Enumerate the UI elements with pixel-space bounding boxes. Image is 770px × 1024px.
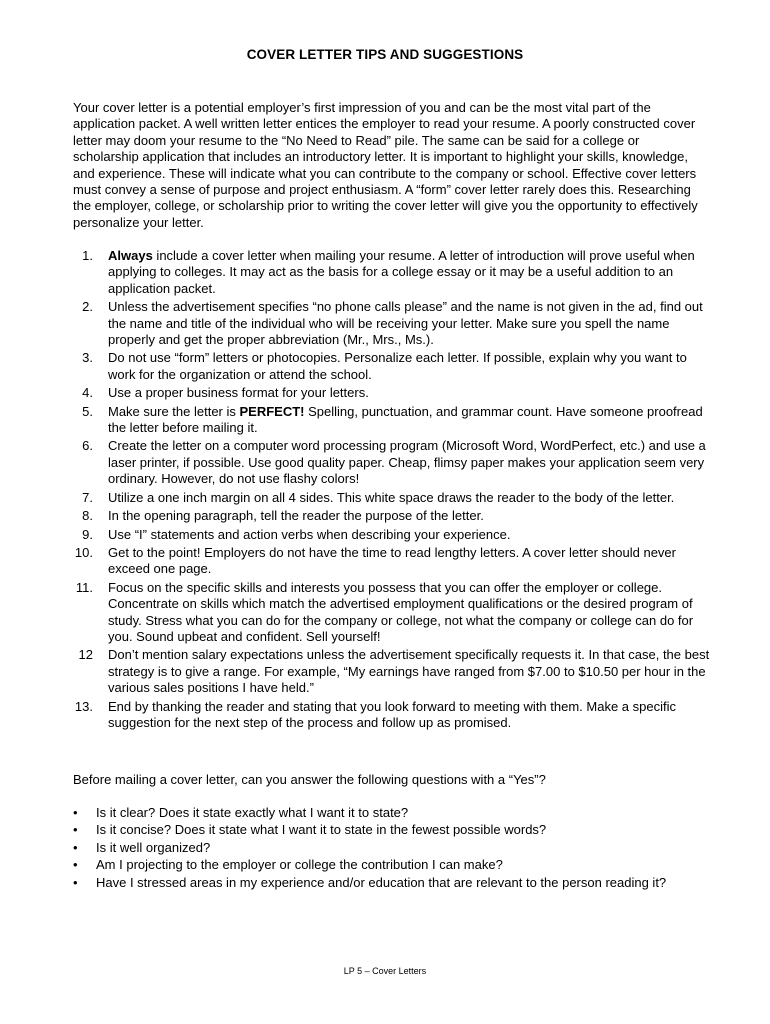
tip-item — [63, 527, 713, 543]
tip-item — [63, 490, 713, 506]
question-text: Am I projecting to the employer or college the contribution I can make? — [96, 857, 503, 873]
question-text: Have I stressed areas in my experience and/or education that are relevant to the person reading it? — [96, 874, 667, 890]
tip-item — [63, 699, 713, 732]
tip-number: 2. — [82, 299, 93, 315]
tip-item — [63, 385, 713, 401]
tip-bold: Always — [108, 248, 153, 263]
page-footer: LP 5 – Cover Letters — [343, 966, 427, 976]
page-title: COVER LETTER TIPS AND SUGGESTIONS — [246, 47, 524, 62]
tip-number: 6. — [82, 438, 93, 454]
tip-text: Create the letter on a computer word processing program (Microsoft Word, WordPerfect, etc.) and use a laser printer, if possible. Use good quality paper. Cheap, flimsy paper makes your application seem very ordinary. However, do not use flashy colors! — [108, 438, 706, 487]
tip-number: 10. — [74, 544, 93, 560]
tip-text: Use “I” statements and action verbs when describing your experience. — [108, 526, 511, 542]
tip-number: 13. — [74, 698, 93, 714]
questions-list — [73, 805, 703, 892]
tip-number: 1. — [82, 248, 93, 263]
question-item — [73, 875, 703, 891]
question-item — [73, 840, 703, 856]
tip-number: 11. — [75, 579, 93, 595]
tip-number: 7. — [82, 489, 93, 505]
bullet-icon: • — [73, 822, 78, 838]
tip-text: Utilize a one inch margin on all 4 sides. This white space draws the reader to the body of the letter. — [108, 489, 675, 505]
tip-text: Spelling, punctuation, and grammar count. Have someone proofread the letter before mailing it. — [108, 403, 703, 436]
tip-item — [63, 299, 713, 348]
tips-list — [63, 248, 713, 733]
tip-text: Don’t mention salary expectations unless the advertisement specifically requests it. In that case, the best strategy is to give a range. For example, “My earnings have ranged from $7.00 to $10.50 per hour in the various sales positions I have held.” — [108, 647, 710, 696]
tip-number: 12 — [78, 647, 93, 663]
tip-number: 9. — [82, 526, 93, 542]
questions-intro: Before mailing a cover letter, can you answer the following questions with a “Yes”? — [73, 772, 546, 787]
question-text: Is it well organized? — [96, 839, 211, 855]
tip-text: Unless the advertisement specifies “no phone calls please” and the name is not given in the ad, find out the name and title of the individual who will be receiving your letter. Make sure you spell the name properly and get the proper abbreviation (Mr., Mrs., Ms.). — [108, 299, 703, 348]
bullet-icon: • — [73, 857, 78, 873]
question-text: Is it clear? Does it state exactly what I want it to state? — [96, 805, 409, 820]
tip-item — [63, 508, 713, 524]
tip-text: Use a proper business format for your letters. — [108, 385, 369, 401]
bullet-icon: • — [73, 805, 78, 820]
tip-item — [63, 545, 713, 578]
tip-item — [63, 438, 713, 487]
tip-item — [63, 647, 713, 696]
tip-number: 3. — [82, 350, 93, 366]
question-item — [73, 857, 703, 873]
tip-item — [63, 404, 713, 437]
bullet-icon: • — [73, 874, 78, 890]
tip-pre: Make sure the letter is — [108, 403, 240, 419]
bullet-icon: • — [73, 839, 78, 855]
tip-number: 8. — [82, 508, 93, 524]
tip-item — [63, 580, 713, 646]
tip-number: 5. — [82, 403, 93, 419]
question-item — [73, 805, 703, 821]
tip-text: End by thanking the reader and stating that you look forward to meeting with them. Make a specific suggestion for the next step of the process and follow up as promised. — [108, 698, 676, 730]
tip-item — [63, 350, 713, 383]
tip-text: Focus on the specific skills and interests you possess that you can offer the employer or college. Concentrate on skills which match the advertised employment qualifications or the desired program of study. Stress what you can do for the company or college, not what the company or college can do for you. Sound upbeat and confident. Sell yourself! — [108, 579, 694, 644]
intro-paragraph: Your cover letter is a potential employer’s first impression of you and can be the most vital part of the application packet. A well written letter entices the employer to read your resume. A poorly constructed cover letter may doom your resume to the “No Need to Read” pile. The same can be said for a college or scholarship application that includes an introductory letter. It is important to highlight your skills, knowledge, and experience. These will indicate what you can contribute to the company or school. Effective cover letters must convey a sense of purpose and project enthusiasm. A “form” cover letter rarely does this. Researching the employer, college, or scholarship prior to writing the cover letter will give you the opportunity to effectively personalize your letter. — [73, 100, 698, 230]
tip-text: Get to the point! Employers do not have the time to read lengthy letters. A cover letter should never exceed one page. — [108, 544, 676, 577]
tip-bold: PERFECT! — [239, 403, 305, 419]
question-text: Is it concise? Does it state what I want it to state in the fewest possible words? — [96, 822, 547, 838]
question-item — [73, 822, 703, 838]
tip-item — [63, 248, 713, 297]
tip-text: Do not use “form” letters or photocopies. Personalize each letter. If possible, explain why you want to work for the organization or attend the school. — [108, 350, 687, 382]
tip-number: 4. — [82, 385, 93, 401]
tip-text: In the opening paragraph, tell the reader the purpose of the letter. — [108, 508, 484, 524]
tip-text: include a cover letter when mailing your resume. A letter of introduction will prove useful when applying to colleges. It may act as the basis for a college essay or it may be a useful addition to an application packet. — [108, 248, 695, 296]
